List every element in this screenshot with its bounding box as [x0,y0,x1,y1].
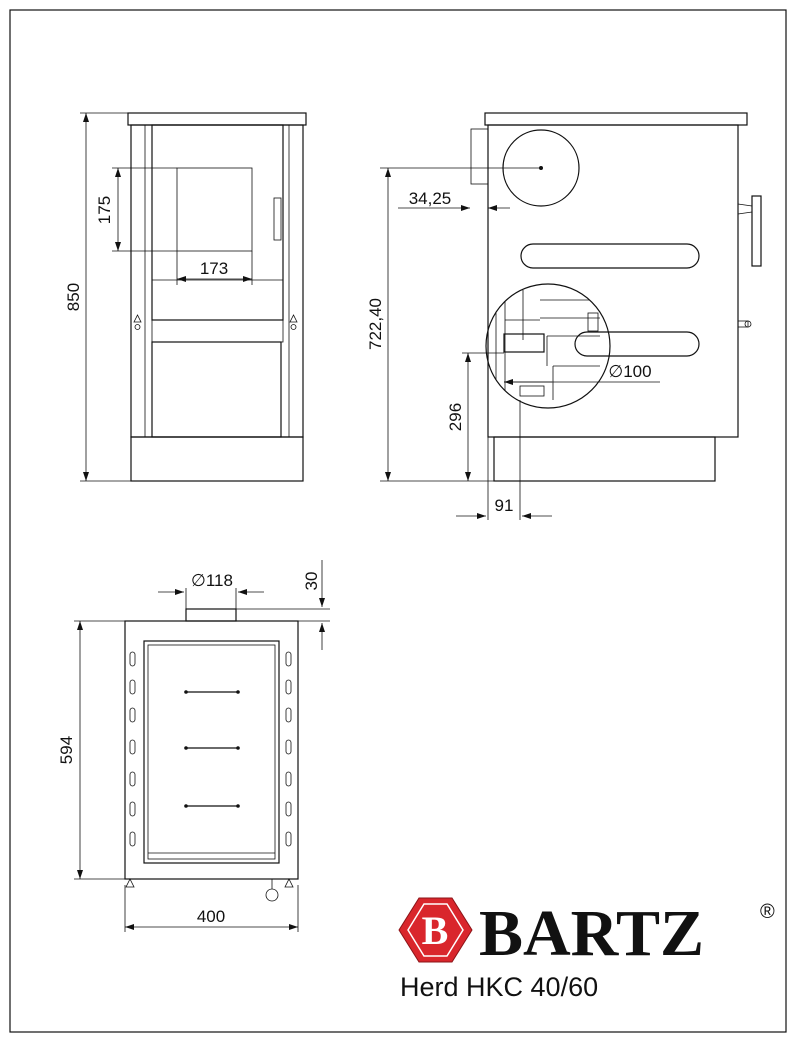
fire-door [152,125,283,320]
front-plinth [131,437,303,481]
side-outlet-offset-dim: 91 [494,496,514,515]
front-top-plate [128,113,306,125]
right-control-symbol [290,315,297,322]
side-plinth [494,437,715,481]
door-handle [274,198,281,240]
left-control-symbol [134,315,141,322]
logo-letter: B [421,908,449,953]
side-dimensions [366,168,660,520]
bartz-logo [399,897,775,970]
top-cooking-plate [144,641,279,863]
side-vent-slot-upper [521,244,699,268]
side-outlet-height-dim: 296 [446,402,465,432]
registered-mark: ® [760,901,775,923]
side-flue-height-dim: 722,40 [366,298,385,350]
front-door-height-dim: 175 [95,195,114,225]
top-flue-diameter-dim: ∅118 [191,571,233,590]
side-outlet-diameter-dim: ∅100 [608,362,652,381]
front-body [131,125,303,437]
top-depth-dim: 594 [57,735,76,765]
brand-name: BARTZ [479,897,705,970]
top-feet-and-knob [126,879,293,901]
top-flue-projection-dim: 30 [302,571,321,591]
oven-door [152,342,281,437]
side-body [488,125,738,437]
front-door-width-dim: 173 [199,259,229,278]
side-flue-offset-dim: 34,25 [408,189,452,208]
front-height-dim: 850 [64,282,83,312]
side-handle [738,196,761,266]
top-right-vent-slots [286,652,291,846]
rear-flue-bracket [471,129,488,184]
top-view [125,609,298,901]
cutaway-section [486,284,610,410]
top-width-dim: 400 [196,907,226,926]
cooking-plate-rails [184,690,240,808]
top-left-vent-slots [130,652,135,846]
fire-door-window [177,168,252,251]
side-control-knob [738,321,751,327]
ash-door [152,320,283,342]
side-top-plate [485,113,747,125]
model-title: Herd HKC 40/60 [400,972,599,1002]
top-outer [125,621,298,879]
top-dimensions [57,560,330,932]
top-flue-stub [186,609,236,621]
